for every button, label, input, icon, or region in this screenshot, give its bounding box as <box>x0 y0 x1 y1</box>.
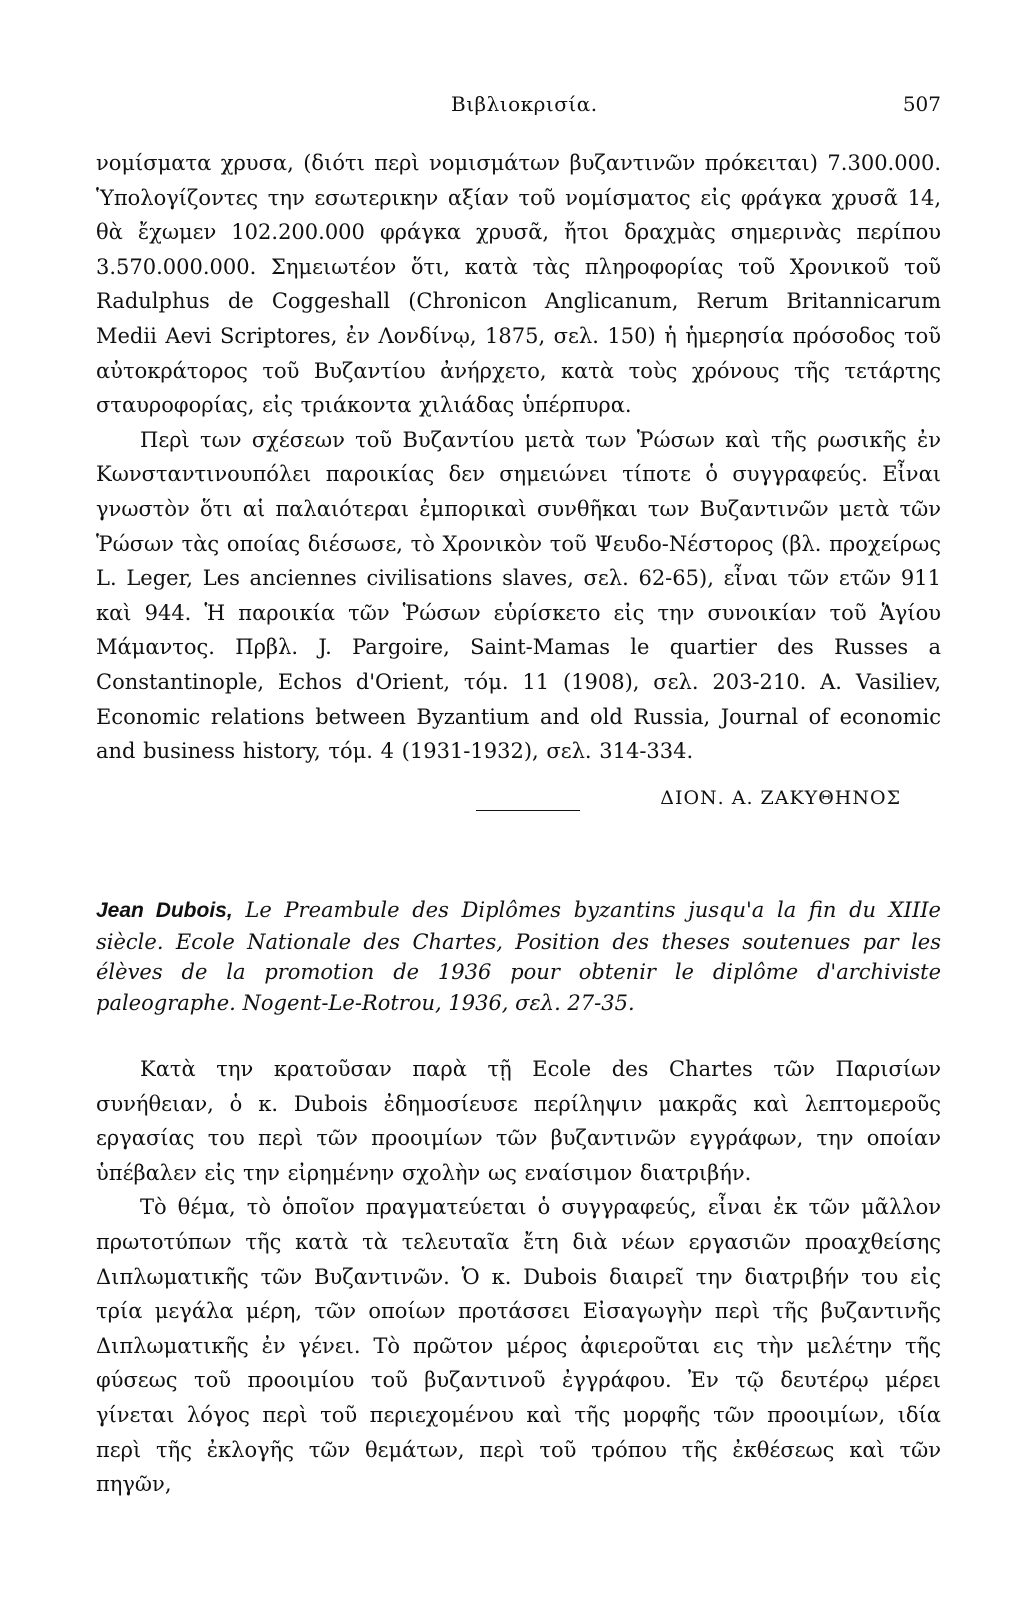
running-title: Βιβλιοκρισία. <box>451 92 598 116</box>
reviewer-signature: ΔΙΟΝ. Α. ΖΑΚΥΘΗΝΟΣ <box>660 786 901 809</box>
page-header <box>96 92 941 122</box>
bibliographic-citation <box>96 895 941 1018</box>
citation-author: Jean Dubois, <box>96 899 233 922</box>
paragraph: Τὸ θέμα, τὸ ὁποῖον πραγματεύεται ὁ συγγραφεύς, εἶναι ἐκ τῶν μᾶλλον πρωτοτύπων τῆς κατὰ τὰ τελευταῖα ἔτη διὰ νέων εργασιῶν προαχθείσης Διπλωματικῆς τῶν Βυζαντινῶν. Ὁ κ. Dubois διαιρεῖ την διατριβήν του εἰς τρία μεγάλα μέρη, τῶν οποίων προτάσσει Εἰσαγωγὴν περὶ τῆς βυζαντινῆς Διπλωματικῆς ἐν γένει. Τὸ πρῶτον μέρος ἀφιεροῦται εις τὴν μελέτην τῆς φύσεως τοῦ προοιμίου τοῦ βυζαντινοῦ ἐγγράφου. Ἐν τῷ δευτέρῳ μέρει γίνεται λόγος περὶ τοῦ περιεχομένου καὶ τῆς μορφῆς τῶν προοιμίων, ιδία περὶ τῆς ἐκλογῆς τῶν θεμάτων, περὶ τοῦ τρόπου τῆς ἐκθέσεως καὶ τῶν πηγῶν, <box>96 1195 941 1497</box>
paragraph: Κατὰ την κρατοῦσαν παρὰ τῇ Ecole des Chartes τῶν Παρισίων συνήθειαν, ὁ κ. Dubois ἐδημοσίευσε περίληψιν μακρᾶς καὶ λεπτομεροῦς εργασίας του περὶ τῶν προοιμίων τῶν βυζαντινῶν εγγράφων, την οποίαν ὑπέβαλεν εἰς την εἰρημένην σχολὴν ως εναίσιμον διατριβήν. <box>96 1057 941 1185</box>
review-body <box>96 1052 941 1502</box>
paragraph: νομίσματα χρυσα, (διότι περὶ νομισμάτων βυζαντινῶν πρόκειται) 7.300.000. Ὑπολογίζοντες την εσωτερικην αξίαν τοῦ νομίσματος εἰς φράγκα χρυσᾶ 14, θὰ ἔχωμεν 102.200.000 φράγκα χρυσᾶ, ἤτοι δραχμὰς σημερινὰς περίπου 3.570.000.000. Σημειωτέον ὅτι, κατὰ τὰς πληροφορίας τοῦ Χρονικοῦ τοῦ Radulphus de Coggeshall (Chronicon Anglicanum, Rerum Britannicarum Medii Aevi Scriptores, ἐν Λονδίνῳ, 1875, σελ. 150) ἡ ἡμερησία πρόσοδος τοῦ αὐτοκράτορος τοῦ Βυζαντίου ἀνήρχετο, κατὰ τοὺς χρόνους τῆς τετάρτης σταυροφορίας, εἰς τριάκοντα χιλιάδας ὑπέρπυρα. <box>96 151 941 418</box>
review-continuation <box>96 146 941 809</box>
section-divider <box>476 810 580 811</box>
page-number: 507 <box>902 92 941 116</box>
book-review <box>96 895 941 1502</box>
citation-title: Le Preambule des Diplômes byzantins jusqu'a la fin du XIIIe siècle. Ecole Nationale des Chartes, Position des theses soutenues par les élèves de la promotion de 1936 pour obtenir le diplôme d'archiviste paleographe. Nogent-Le-Rotrou, 1936, σελ. 27-35. <box>96 898 941 1015</box>
paragraph: Περὶ των σχέσεων τοῦ Βυζαντίου μετὰ των Ῥώσων καὶ τῆς ρωσικῆς ἐν Κωνσταντινουπόλει παροικίας δεν σημειώνει τίποτε ὁ συγγραφεύς. Εἶναι γνωστὸν ὅτι αἱ παλαιότεραι ἐμπορικαὶ συνθῆκαι των Βυζαντινῶν μετὰ τῶν Ῥώσων τὰς οποίας διέσωσε, τὸ Χρονικὸν τοῦ Ψευδο-Νέστορος (βλ. προχείρως L. Leger, Les anciennes civilisations slaves, σελ. 62-65), εἶναι τῶν ετῶν 911 καὶ 944. Ἡ παροικία τῶν Ῥώσων εὑρίσκετο εἰς την συνοικίαν τοῦ Ἁγίου Μάμαντος. Πρβλ. J. Pargoire, Saint-Mamas le quartier des Russes a Constantinople, Echos d'Orient, τόμ. 11 (1908), σελ. 203-210. A. Vasiliev, Economic relations between Byzantium and old Russia, Journal of economic and business history, τόμ. 4 (1931-1932), σελ. 314-334. <box>96 427 941 764</box>
